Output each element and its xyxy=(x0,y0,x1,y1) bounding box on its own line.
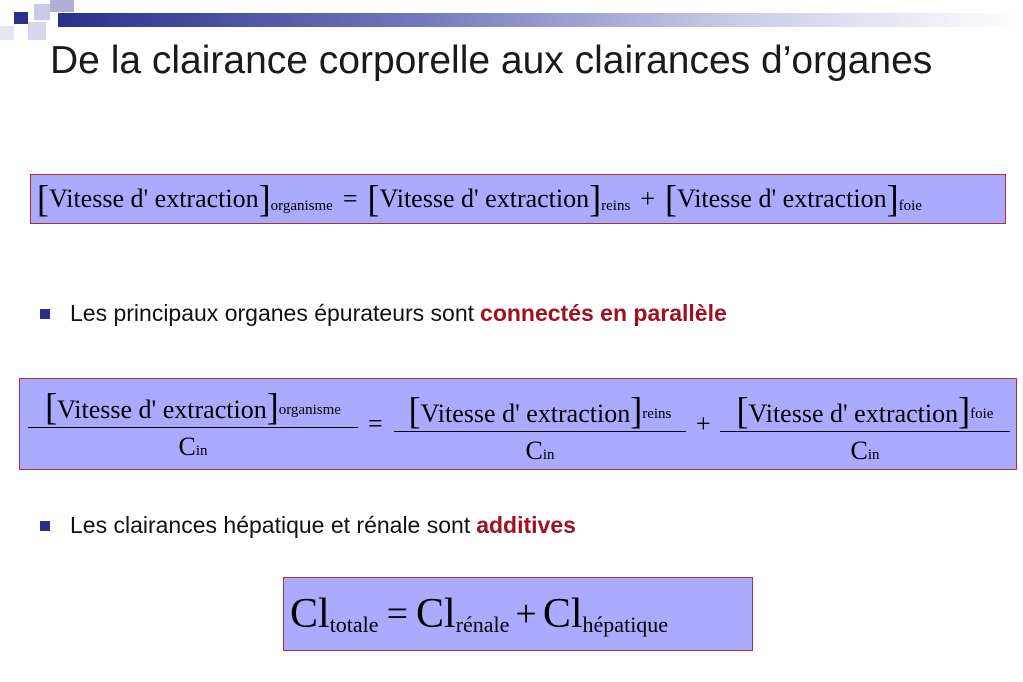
subscript-reins: reins xyxy=(601,198,631,214)
equation-term: Vitesse d' extraction xyxy=(379,184,590,213)
bullet-highlight: additives xyxy=(476,512,576,538)
plus-sign: + xyxy=(640,184,655,213)
title-gradient-bar xyxy=(58,13,1023,27)
bullet-item xyxy=(40,512,576,539)
subscript-totale: totale xyxy=(329,612,379,637)
fraction-organisme: [ Vitesse d' extraction ] organisme Cin xyxy=(28,381,358,462)
bullet-text: Les principaux organes épurateurs sont xyxy=(70,300,475,326)
fraction-foie: [ Vitesse d' extraction ] foie Cin xyxy=(720,385,1010,466)
plus-sign: + xyxy=(696,409,711,438)
subscript-hepatique: hépatique xyxy=(582,612,669,637)
slide-title: De la clairance corporelle aux clairances d’organes xyxy=(50,39,933,82)
equals-sign: = xyxy=(386,593,408,635)
plus-sign: + xyxy=(515,593,537,635)
subscript-renale: rénale xyxy=(455,612,510,637)
bullet-marker xyxy=(40,309,50,319)
bullet-marker xyxy=(40,521,50,531)
fraction-reins: [ Vitesse d' extraction ] reins Cin xyxy=(394,385,686,466)
bullet-highlight: connectés en parallèle xyxy=(480,300,727,326)
equation-clearance-sum: Cl totale = Cl rénale + Cl hépatique xyxy=(283,577,753,651)
equation-term: Vitesse d' extraction xyxy=(49,184,259,213)
subscript-foie: foie xyxy=(898,198,922,214)
equation-extraction-sum: [ Vitesse d' extraction ] organisme = [ Vitesse d' extraction ] reins + [ Vitesse d' extraction ] foie xyxy=(30,174,1006,224)
equation-term: Vitesse d' extraction xyxy=(676,184,887,213)
equals-sign: = xyxy=(342,184,358,213)
bracket-close: ] xyxy=(258,178,271,220)
bullet-text: Les clairances hépatique et rénale sont xyxy=(70,512,471,538)
equals-sign: = xyxy=(368,409,383,438)
subscript-organisme: organisme xyxy=(270,198,333,214)
bullet-item xyxy=(40,300,727,327)
equation-extraction-ratio xyxy=(19,378,1017,470)
bracket-open: [ xyxy=(37,178,49,220)
clearance-symbol: Cl xyxy=(290,591,330,637)
